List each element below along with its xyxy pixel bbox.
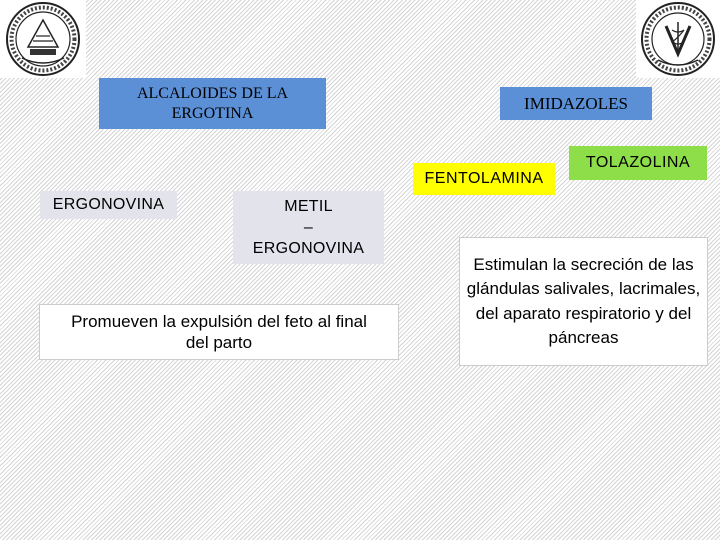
university-seal-logo: [0, 0, 86, 78]
metil-ergonovina-line: ERGONOVINA: [252, 240, 365, 257]
promueven-description-box: Promueven la expulsión del feto al final del parto: [39, 304, 399, 360]
faculty-seal-logo: [636, 0, 720, 78]
alcaloides-de-la-ergotina-box: ALCALOIDES DE LA ERGOTINA: [99, 78, 326, 129]
seal-icon: [0, 0, 86, 78]
estimulan-description-box: Estimulan la secreción de las glándulas salivales, lacrimales, del aparato respiratorio y del páncreas: [459, 237, 708, 366]
imidazoles-box: IMIDAZOLES: [500, 87, 652, 120]
fentolamina-box: FENTOLAMINA: [413, 163, 555, 195]
tolazolina-box: TOLAZOLINA: [569, 146, 707, 180]
seal-icon: [636, 0, 720, 78]
metil-line: METIL: [284, 198, 333, 215]
metil-ergonovina-box: [233, 191, 384, 264]
metil-dash: –: [303, 219, 314, 236]
ergonovina-box: ERGONOVINA: [40, 191, 177, 219]
